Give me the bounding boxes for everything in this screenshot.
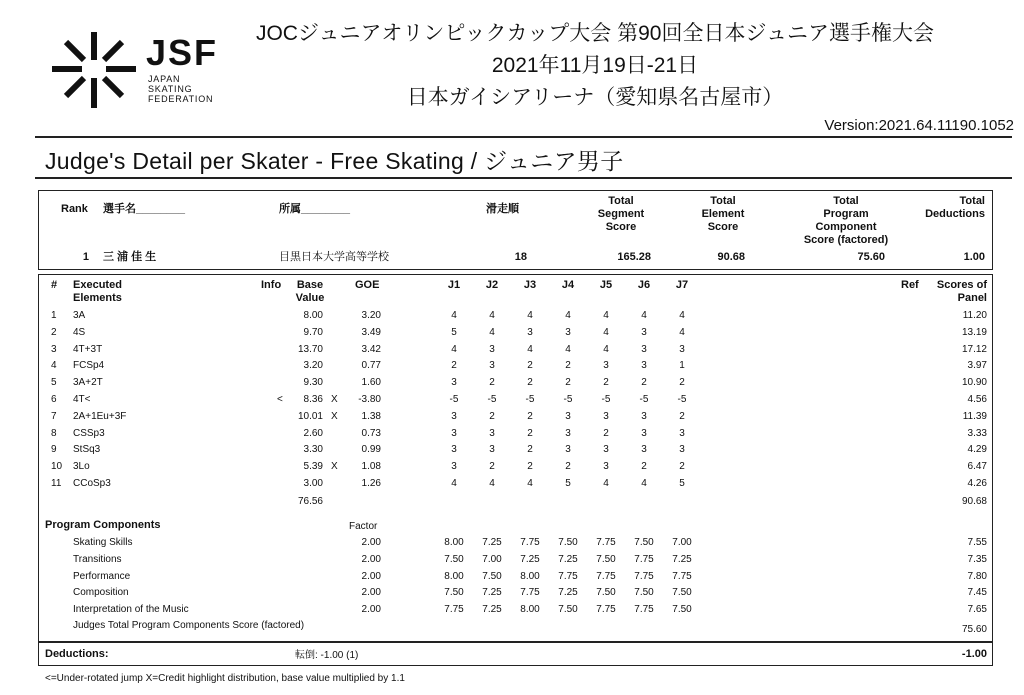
component-judge-score: 7.50 <box>482 570 502 582</box>
element-judge-score: 2 <box>451 360 457 372</box>
component-panel-score: 7.80 <box>967 570 987 582</box>
element-judge-score: 4 <box>679 310 685 321</box>
element-x-mark: X <box>331 394 338 405</box>
element-judge-score: 3 <box>679 444 685 456</box>
element-panel-score: 11.39 <box>962 410 987 422</box>
skater-tes: 90.68 <box>717 251 745 263</box>
element-judge-score: 3 <box>603 410 609 422</box>
element-goe: -3.80 <box>358 394 381 405</box>
component-judge-score: 7.50 <box>596 553 616 565</box>
element-judge-score: -5 <box>677 394 687 405</box>
component-judge-score: 8.00 <box>520 604 540 616</box>
header-deductions <box>899 195 985 221</box>
component-judge-score: 7.75 <box>672 570 692 582</box>
header-start-order: 滑走順 <box>486 203 519 215</box>
component-judge-score: 8.00 <box>444 570 464 582</box>
element-judge-score: 4 <box>565 310 571 321</box>
element-info: < <box>277 394 283 405</box>
skater-club: 目黒日本大学高等学校 <box>279 251 389 263</box>
element-judge-score: 3 <box>603 444 609 456</box>
component-judge-score: 7.50 <box>444 553 464 565</box>
version-text: Version:2021.64.11190.1052 <box>824 117 1014 134</box>
header-judge: J7 <box>675 279 689 291</box>
element-judge-score: 4 <box>451 478 457 489</box>
element-judge-score: 4 <box>527 478 533 489</box>
element-judge-score: 2 <box>603 377 609 389</box>
element-number: 4 <box>51 360 57 372</box>
element-panel-score: 4.56 <box>967 394 987 405</box>
component-panel-score: 7.55 <box>967 537 987 548</box>
element-base-value: 2.60 <box>303 427 323 439</box>
component-judge-score: 7.25 <box>558 587 578 599</box>
element-judge-score: 2 <box>641 377 647 389</box>
event-dates: 2021年11月19日-21日 <box>491 54 699 77</box>
element-name: StSq3 <box>73 444 101 456</box>
element-judge-score: 2 <box>565 360 571 372</box>
component-judge-score: 7.50 <box>596 587 616 599</box>
element-number: 6 <box>51 394 57 405</box>
header-pcs <box>791 195 901 247</box>
element-number: 5 <box>51 377 57 389</box>
element-judge-score: 2 <box>679 461 685 473</box>
element-judge-score: 4 <box>489 326 495 338</box>
header-line: Program <box>823 208 869 220</box>
element-name: 3A+2T <box>73 377 103 389</box>
logo-line: FEDERATION <box>148 94 214 104</box>
header-line: Elements <box>73 292 122 304</box>
skater-name: 三 浦 佳 生 <box>103 251 157 263</box>
jsf-emblem-icon <box>44 24 144 114</box>
component-name: Interpretation of the Music <box>73 604 189 616</box>
element-name: 3Lo <box>73 461 90 473</box>
element-base-value: 3.00 <box>303 478 323 489</box>
element-judge-score: 5 <box>565 478 571 489</box>
element-name: CSSp3 <box>73 427 105 439</box>
element-judge-score: 3 <box>641 360 647 372</box>
element-name: CCoSp3 <box>73 478 111 489</box>
element-name: 2A+1Eu+3F <box>73 410 127 422</box>
element-judge-score: 4 <box>451 343 457 355</box>
header-judge: J1 <box>447 279 461 291</box>
element-panel-score: 11.20 <box>962 310 987 321</box>
header-line: Element <box>701 208 745 220</box>
element-name: FCSp4 <box>73 360 105 372</box>
header-club: 所属________ <box>279 203 350 215</box>
element-panel-score: 6.47 <box>967 461 987 473</box>
component-judge-score: 7.25 <box>482 587 502 599</box>
component-factor: 2.00 <box>361 537 381 548</box>
component-judge-score: 7.75 <box>634 553 654 565</box>
element-judge-score: 3 <box>603 461 609 473</box>
element-judge-score: 2 <box>527 427 533 439</box>
header-goe: GOE <box>355 279 380 291</box>
component-judge-score: 7.75 <box>634 570 654 582</box>
element-judge-score: 3 <box>489 360 495 372</box>
element-number: 2 <box>51 326 57 338</box>
header-line: Score <box>605 221 637 233</box>
component-judge-score: 7.50 <box>672 587 692 599</box>
total-element-score: 90.68 <box>961 496 987 507</box>
skater-rank: 1 <box>82 251 89 263</box>
element-judge-score: 3 <box>451 444 457 456</box>
element-judge-score: 2 <box>641 461 647 473</box>
element-judge-score: -5 <box>601 394 611 405</box>
header-line: Panel <box>957 292 987 304</box>
element-goe: 3.49 <box>361 326 381 338</box>
element-judge-score: 4 <box>641 478 647 489</box>
element-judge-score: 4 <box>527 343 533 355</box>
header-skater-name: 選手名________ <box>103 203 185 215</box>
skater-deductions: 1.00 <box>963 251 985 263</box>
header-line: Total <box>833 195 859 207</box>
element-panel-score: 4.26 <box>967 478 987 489</box>
component-judge-score: 7.50 <box>634 537 654 548</box>
element-number: 9 <box>51 444 57 456</box>
header-line: Deductions <box>925 208 985 220</box>
header-line: Total <box>608 195 634 207</box>
element-panel-score: 13.19 <box>961 326 987 338</box>
element-goe: 3.42 <box>361 343 381 355</box>
component-judge-score: 7.00 <box>482 553 502 565</box>
deductions-label: Deductions: <box>45 648 109 660</box>
components-total-label: Judges Total Program Components Score (factored) <box>73 620 305 631</box>
skater-start-order: 18 <box>514 251 527 263</box>
element-panel-score: 3.97 <box>967 360 987 372</box>
element-judge-score: 3 <box>527 326 533 338</box>
element-judge-score: 3 <box>565 444 571 456</box>
element-x-mark: X <box>331 461 338 473</box>
event-venue: 日本ガイシアリーナ（愛知県名古屋市） <box>406 86 784 109</box>
element-number: 1 <box>51 310 57 321</box>
element-goe: 0.99 <box>361 444 381 456</box>
logo-subtitle <box>148 74 213 104</box>
element-judge-score: 2 <box>679 410 685 422</box>
header-scores-of-panel <box>919 279 987 305</box>
element-judge-score: 3 <box>603 360 609 372</box>
header-executed-elements <box>73 279 122 305</box>
component-judge-score: 7.50 <box>558 604 578 616</box>
element-judge-score: 3 <box>679 343 685 355</box>
element-name: 4S <box>73 326 86 338</box>
element-base-value: 13.70 <box>297 343 323 355</box>
element-judge-score: 3 <box>565 326 571 338</box>
component-judge-score: 7.25 <box>482 604 502 616</box>
element-judge-score: 2 <box>679 377 685 389</box>
element-judge-score: -5 <box>449 394 459 405</box>
header-factor: Factor <box>349 521 378 532</box>
component-judge-score: 7.75 <box>558 570 578 582</box>
component-judge-score: 7.75 <box>520 537 540 548</box>
header-judge: J6 <box>637 279 651 291</box>
component-factor: 2.00 <box>361 553 381 565</box>
component-judge-score: 8.00 <box>444 537 464 548</box>
element-judge-score: 4 <box>489 310 495 321</box>
element-judge-score: 5 <box>679 478 685 489</box>
component-judge-score: 7.75 <box>520 587 540 599</box>
element-judge-score: 2 <box>565 377 571 389</box>
program-components-title: Program Components <box>45 519 161 531</box>
skater-summary-box <box>38 190 993 270</box>
element-goe: 1.08 <box>361 461 381 473</box>
element-judge-score: 2 <box>527 410 533 422</box>
element-number: 10 <box>51 461 63 473</box>
header-judge: J5 <box>599 279 613 291</box>
event-header <box>210 18 980 114</box>
element-judge-score: 2 <box>489 410 495 422</box>
component-judge-score: 8.00 <box>520 570 540 582</box>
element-goe: 3.20 <box>361 310 381 321</box>
logo-line: JAPAN <box>148 74 181 84</box>
element-judge-score: 2 <box>603 427 609 439</box>
element-judge-score: 1 <box>679 360 685 372</box>
element-number: 7 <box>51 410 57 422</box>
component-judge-score: 7.25 <box>558 553 578 565</box>
element-base-value: 8.00 <box>303 310 323 321</box>
component-judge-score: 7.50 <box>672 604 692 616</box>
jsf-logo <box>44 24 224 114</box>
element-judge-score: 4 <box>489 478 495 489</box>
header-line: Executed <box>73 279 122 291</box>
header-rank: Rank <box>61 203 88 215</box>
element-panel-score: 4.29 <box>967 444 987 456</box>
skater-pcs: 75.60 <box>857 251 885 263</box>
element-number: 11 <box>51 478 62 489</box>
header-judge: J2 <box>485 279 499 291</box>
element-name: 4T+3T <box>73 343 103 355</box>
element-judge-score: 2 <box>565 461 571 473</box>
element-judge-score: 3 <box>451 410 457 422</box>
element-goe: 0.73 <box>361 427 381 439</box>
deductions-box <box>38 642 993 666</box>
header-line: Score <box>707 221 739 233</box>
component-name: Performance <box>73 570 131 582</box>
element-judge-score: 4 <box>603 478 609 489</box>
component-judge-score: 7.25 <box>520 553 540 565</box>
element-judge-score: 4 <box>603 310 609 321</box>
component-name: Transitions <box>73 553 122 565</box>
element-panel-score: 10.90 <box>961 377 987 389</box>
header-ref: Ref <box>901 279 919 291</box>
element-base-value: 8.36 <box>303 394 323 405</box>
element-judge-score: 5 <box>451 326 457 338</box>
component-panel-score: 7.35 <box>967 553 987 565</box>
component-panel-score: 7.45 <box>967 587 987 599</box>
header-info: Info <box>261 279 282 291</box>
element-goe: 1.60 <box>361 377 381 389</box>
component-judge-score: 7.25 <box>672 553 692 565</box>
element-judge-score: 4 <box>603 343 609 355</box>
element-judge-score: 4 <box>527 310 533 321</box>
element-judge-score: 4 <box>679 326 685 338</box>
element-name: 4T< <box>73 394 91 405</box>
component-judge-score: 7.00 <box>672 537 692 548</box>
header-line: Base <box>296 279 324 291</box>
element-base-value: 3.30 <box>303 444 323 456</box>
component-factor: 2.00 <box>361 604 381 616</box>
element-base-value: 9.70 <box>303 326 323 338</box>
element-judge-score: -5 <box>563 394 573 405</box>
divider <box>35 177 1012 179</box>
skater-tss: 165.28 <box>617 251 651 263</box>
element-judge-score: 3 <box>641 410 647 422</box>
element-judge-score: 3 <box>641 444 647 456</box>
logo-line: SKATING <box>148 84 193 94</box>
element-goe: 1.38 <box>361 410 381 422</box>
element-judge-score: 3 <box>641 427 647 439</box>
element-judge-score: 3 <box>565 427 571 439</box>
footnote: <=Under-rotated jump X=Credit highlight distribution, base value multiplied by 1.1 <box>45 673 405 684</box>
element-judge-score: 2 <box>527 360 533 372</box>
component-judge-score: 7.75 <box>596 537 616 548</box>
element-judge-score: 3 <box>451 427 457 439</box>
component-name: Skating Skills <box>73 537 133 548</box>
component-judge-score: 7.75 <box>634 604 654 616</box>
components-total: 75.60 <box>961 624 987 635</box>
header-line: Score (factored) <box>803 234 889 246</box>
component-panel-score: 7.65 <box>967 604 987 616</box>
component-name: Composition <box>73 587 129 599</box>
element-judge-score: 3 <box>451 377 457 389</box>
element-goe: 1.26 <box>361 478 381 489</box>
elements-components-box <box>38 274 993 642</box>
element-goe: 0.77 <box>361 360 381 372</box>
header-judge: J3 <box>523 279 537 291</box>
element-judge-score: 2 <box>527 461 533 473</box>
header-line: Total <box>710 195 736 207</box>
deductions-detail: 転倒: -1.00 (1) <box>295 650 359 661</box>
component-judge-score: 7.75 <box>444 604 464 616</box>
element-base-value: 9.30 <box>303 377 323 389</box>
element-judge-score: 3 <box>489 444 495 456</box>
element-judge-score: 3 <box>451 461 457 473</box>
component-factor: 2.00 <box>361 587 381 599</box>
element-judge-score: 2 <box>527 444 533 456</box>
divider <box>35 136 1012 138</box>
header-judge: J4 <box>561 279 575 291</box>
element-name: 3A <box>73 310 86 321</box>
element-panel-score: 3.33 <box>967 427 987 439</box>
element-number: 8 <box>51 427 57 439</box>
element-judge-score: 4 <box>603 326 609 338</box>
element-number: 3 <box>51 343 57 355</box>
component-judge-score: 7.75 <box>596 570 616 582</box>
element-base-value: 10.01 <box>297 410 323 422</box>
element-judge-score: -5 <box>487 394 497 405</box>
element-judge-score: -5 <box>525 394 535 405</box>
logo-abbr: JSF <box>146 32 219 73</box>
component-judge-score: 7.25 <box>482 537 502 548</box>
component-judge-score: 7.50 <box>444 587 464 599</box>
element-judge-score: 3 <box>565 410 571 422</box>
total-base-value: 76.56 <box>297 496 323 507</box>
component-judge-score: 7.50 <box>634 587 654 599</box>
element-judge-score: 2 <box>527 377 533 389</box>
page-title: Judge's Detail per Skater - Free Skating / ジュニア男子 <box>45 148 624 174</box>
component-judge-score: 7.75 <box>596 604 616 616</box>
element-judge-score: 3 <box>489 427 495 439</box>
element-base-value: 5.39 <box>303 461 323 473</box>
header-line: Component <box>815 221 877 233</box>
header-element-number: # <box>51 279 58 291</box>
header-tes <box>683 195 763 234</box>
component-factor: 2.00 <box>361 570 381 582</box>
header-line: Value <box>295 292 325 304</box>
component-judge-score: 7.50 <box>558 537 578 548</box>
element-judge-score: 3 <box>679 427 685 439</box>
header-line: Scores of <box>936 279 987 291</box>
element-judge-score: 4 <box>565 343 571 355</box>
header-base-value <box>285 279 335 305</box>
element-panel-score: 17.12 <box>961 343 987 355</box>
event-name: JOCジュニアオリンピックカップ大会 第90回全日本ジュニア選手権大会 <box>255 22 935 45</box>
element-judge-score: 4 <box>641 310 647 321</box>
element-judge-score: 2 <box>489 461 495 473</box>
header-tss <box>581 195 661 234</box>
deductions-total: -1.00 <box>961 648 987 660</box>
element-base-value: 3.20 <box>303 360 323 372</box>
element-judge-score: 2 <box>489 377 495 389</box>
element-judge-score: 3 <box>489 343 495 355</box>
element-judge-score: 3 <box>641 343 647 355</box>
header-line: Total <box>959 195 985 207</box>
header-line: Segment <box>597 208 645 220</box>
element-judge-score: 4 <box>451 310 457 321</box>
element-x-mark: X <box>331 410 338 422</box>
element-judge-score: -5 <box>639 394 649 405</box>
element-judge-score: 3 <box>641 326 647 338</box>
